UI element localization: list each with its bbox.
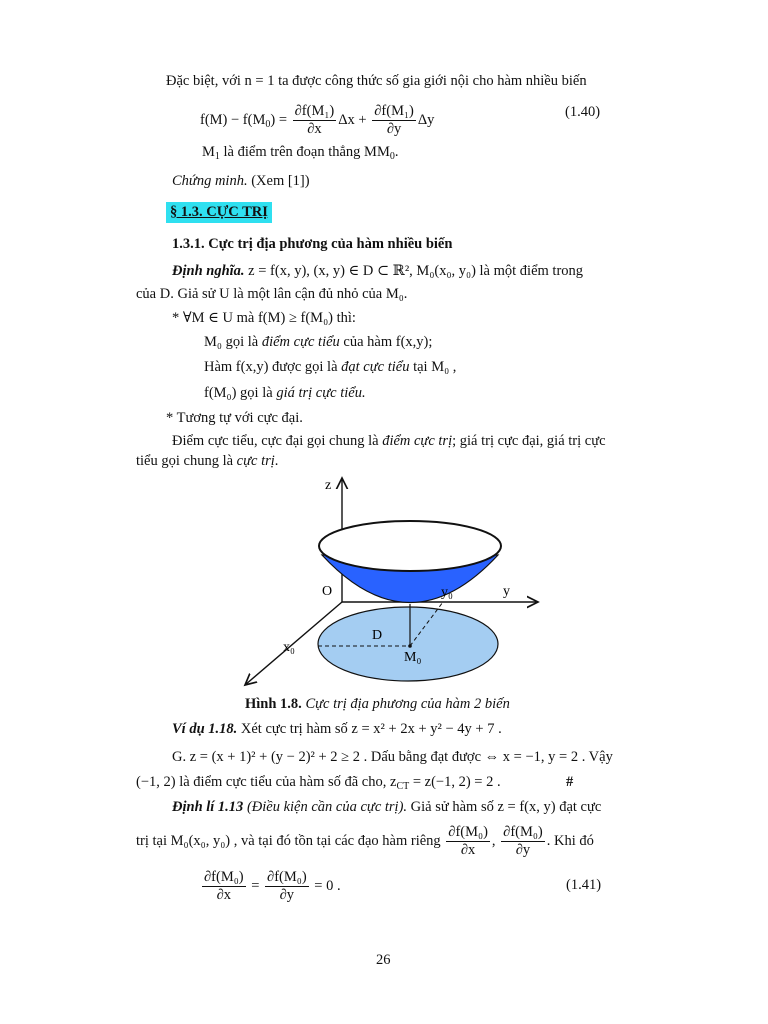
eq-end: Δy: [417, 112, 435, 128]
m0-point: [408, 644, 412, 648]
end-mark: #: [566, 774, 574, 790]
label-origin: O: [322, 584, 333, 599]
m1-symbol: M: [202, 144, 215, 160]
definition-label: Định nghĩa.: [172, 263, 245, 279]
para-b: ; giá trị cực đại, giá trị cực: [452, 433, 606, 449]
m1-end: .: [394, 144, 399, 160]
m1-sub: 1: [214, 151, 220, 162]
proof-text: (Xem [1]): [247, 173, 310, 189]
theorem-line-2: trị tại M₀(x₀, y₀) , và tại đó tồn tại các đạo hàm riêng $\frac{\text{∂f(M₀)}}{\partial x}$ , $\frac{\text{∂f(M₀)}}{\partial y}$ . Khi đó: [136, 824, 594, 859]
eq-mid: Δx +: [338, 112, 367, 128]
equation-end: = 0 .: [314, 878, 341, 894]
page-number: 26: [376, 952, 391, 968]
section-title: § 1.3. CỰC TRỊ: [166, 202, 272, 223]
label-m0: M₀: [404, 650, 422, 665]
proof-label: Chứng minh.: [172, 173, 248, 189]
subsection-title: 1.3.1. Cực trị địa phương của hàm nhiều biến: [172, 236, 453, 252]
theorem-label: Định lí 1.13: [172, 799, 244, 815]
label-z: z: [325, 478, 332, 493]
fraction-denominator: ∂x: [307, 121, 322, 138]
caption-label: Hình 1.8.: [245, 696, 302, 712]
example-label: Ví dụ 1.18.: [172, 721, 238, 737]
example-line3-a: (−1, 2) là điểm cực tiểu của hàm số đã cho, z: [136, 774, 397, 790]
label-domain: D: [372, 628, 383, 643]
fraction-numerator: ∂f(M₁): [374, 103, 414, 120]
para-c: tiểu gọi chung là: [136, 453, 237, 469]
para-d: .: [274, 453, 279, 469]
fraction-denominator: ∂y: [515, 842, 531, 859]
label-x0: x₀: [283, 640, 295, 655]
definition-bullet-1: * ∀M ∈ U mà f(M) ≥ f(M₀) thì:: [172, 310, 356, 326]
label-y0: y₀: [441, 585, 453, 600]
sub1-a: M₀ gọi là: [204, 334, 262, 350]
para-a: Điểm cực tiểu, cực đại gọi chung là: [172, 433, 383, 449]
caption-text: Cực trị địa phương của hàm 2 biến: [301, 696, 510, 712]
sub2-b: tại M₀ ,: [409, 359, 457, 375]
definition-line-2: của D. Giả sử U là một lân cận đủ nhỏ của M₀.: [136, 286, 408, 302]
theorem-line-1: [172, 798, 601, 816]
theorem-line2-text: trị tại M₀(x₀, y₀) , và tại đó tồn tại các đạo hàm riêng: [136, 833, 441, 849]
para-it1: điểm cực trị: [382, 433, 453, 449]
m1-text: là điểm trên đoạn thẳng MM: [219, 144, 390, 160]
eq-lhs: f(M) − f(M: [200, 112, 266, 128]
fraction-denominator: ∂x: [216, 887, 232, 904]
example-line-2: G. z = (x + 1)² + (y − 2)² + 2 ≥ 2 . Dấu bằng đạt được ⇔ x = −1, y = 2 . Vậy: [172, 749, 613, 765]
theorem-condition: (Điều kiện cần của cực trị).: [243, 799, 408, 815]
fraction: [265, 869, 309, 904]
example-text: Xét cực trị hàm số z = x² + 2x + y² − 4y + 7 .: [237, 721, 502, 737]
sub1-b: của hàm f(x,y);: [339, 334, 433, 350]
definition-math: z = f(x, y), (x, y) ∈ D ⊂ ℝ², M₀(x₀, y₀): [244, 263, 480, 279]
sub1-it: điểm cực tiểu: [261, 334, 340, 350]
equation-number: (1.40): [565, 104, 601, 120]
eq-lhs-end: ) =: [270, 112, 287, 128]
equation-number: (1.41): [566, 877, 602, 893]
fraction-numerator: ∂f(M₁): [294, 103, 335, 120]
fraction-numerator: ∂f(M₀): [503, 824, 543, 841]
domain-ellipse: [318, 607, 498, 681]
fraction-numerator: ∂f(M₀): [267, 869, 307, 886]
example-line-3: [136, 773, 501, 796]
figure-caption: [245, 695, 510, 713]
fraction: [501, 824, 545, 859]
surface-cap: [319, 521, 501, 571]
m0-sub: 0: [389, 151, 395, 162]
fraction-denominator: ∂x: [460, 842, 476, 859]
intro-line: Đặc biệt, với n = 1 ta được công thức số gia giới nội cho hàm nhiều biến: [166, 73, 587, 89]
fraction-numerator: ∂f(M₀): [448, 824, 488, 841]
sub3-a: f(M₀) gọi là: [204, 385, 277, 401]
fraction: [446, 824, 490, 859]
fraction-denominator: ∂y: [279, 887, 295, 904]
para-it2: cực trị: [236, 453, 275, 469]
theorem-text: Giả sử hàm số z = f(x, y) đạt cực: [407, 799, 602, 815]
example-line3-sub: CT: [396, 781, 410, 792]
fraction-denominator: ∂y: [386, 121, 402, 138]
definition-bullet-2: * Tương tự với cực đại.: [166, 410, 303, 426]
sub3-it: giá trị cực tiểu.: [276, 385, 366, 401]
eq-lhs-sub: 0: [265, 119, 271, 130]
equation-1-41: $\frac{\text{∂f(M₀)}}{\partial x}$ = $\frac{\text{∂f(M₀)}}{\partial y}$ = 0 .: [204, 869, 341, 904]
sub2-a: Hàm f(x,y) được gọi là: [204, 359, 342, 375]
definition-text: là một điểm trong: [479, 263, 584, 279]
example-line-1: [172, 720, 502, 738]
fraction: [202, 869, 246, 904]
example-line3-b: = z(−1, 2) = 2 .: [409, 774, 501, 790]
label-y: y: [503, 584, 510, 599]
theorem-line2-end: . Khi đó: [546, 833, 594, 849]
fraction-numerator: ∂f(M₀): [204, 869, 244, 886]
sub2-it: đạt cực tiểu: [341, 359, 410, 375]
